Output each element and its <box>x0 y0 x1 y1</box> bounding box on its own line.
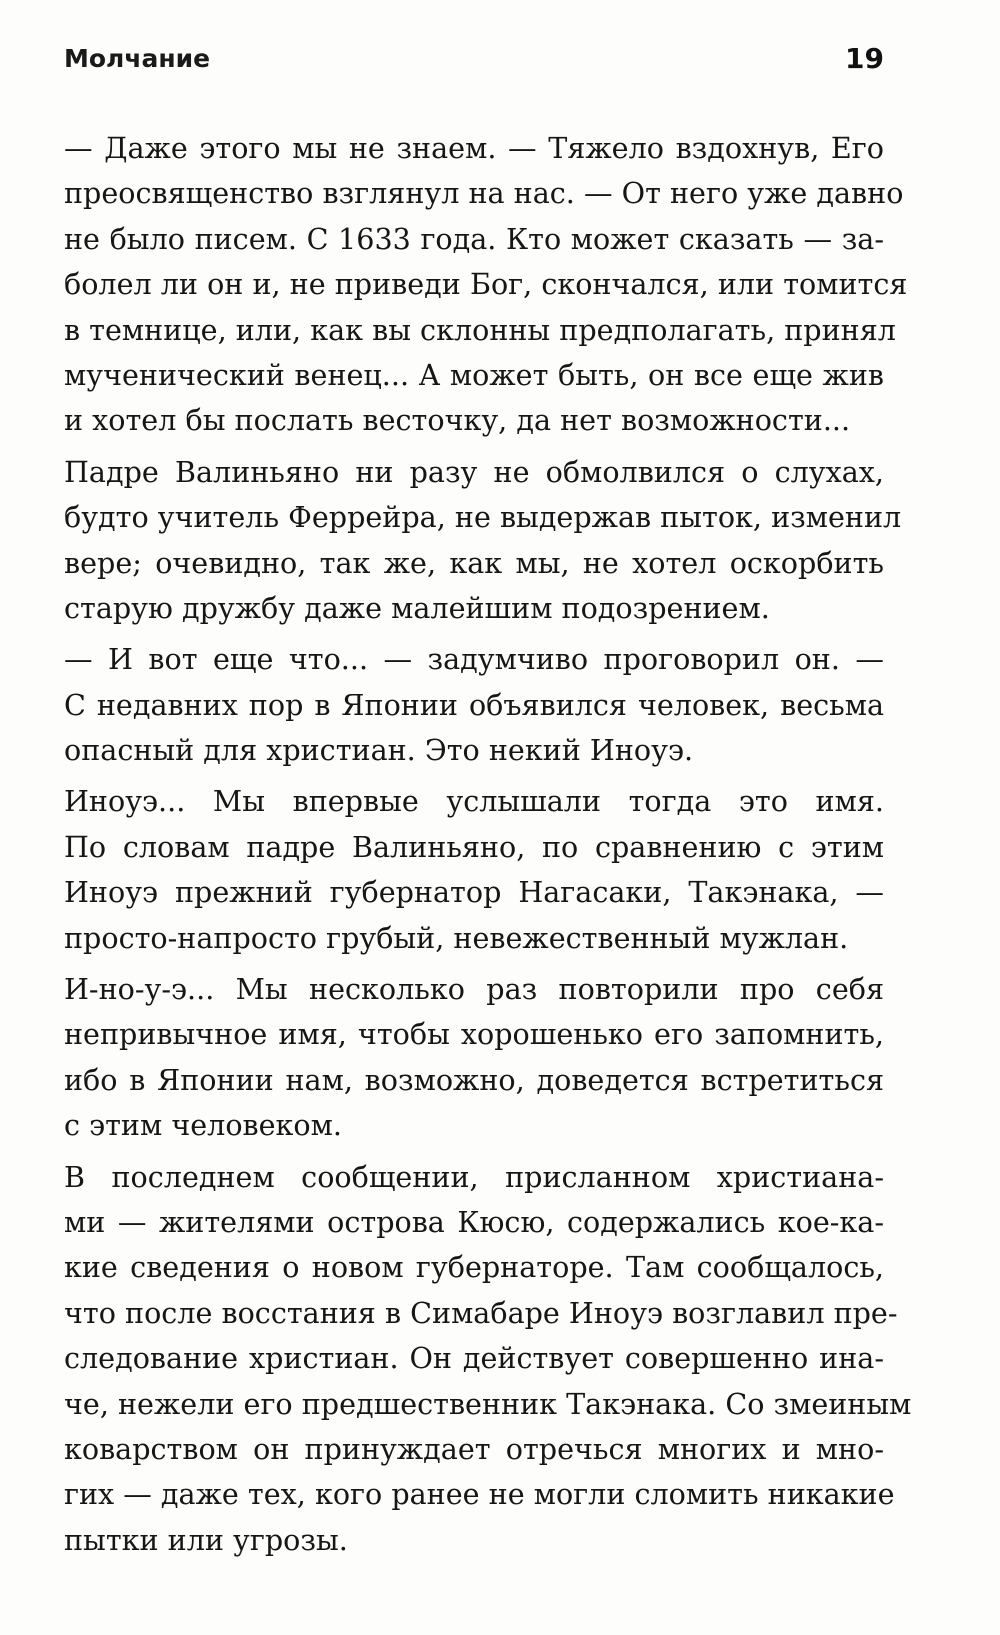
text-line: — И вот еще что... — задумчиво проговорил он. — <box>64 642 884 677</box>
text-line: вере; очевидно, так же, как мы, не хотел оскорбить <box>64 545 884 580</box>
text-line: что после восстания в Симабаре Иноуэ возглавил пре- <box>64 1295 898 1330</box>
paragraph <box>64 1155 912 1564</box>
text-line: кие сведения о новом губернаторе. Там сообщалось, <box>64 1250 884 1285</box>
text-line: С недавних пор в Японии объявился человек, весьма <box>64 687 884 722</box>
text-line: пытки или угрозы. <box>64 1522 348 1557</box>
paragraph <box>64 450 902 632</box>
book-title: Молчание <box>64 44 211 73</box>
paragraph <box>64 779 884 961</box>
text-line: будто учитель Феррейра, не выдержав пыток, изменил <box>64 500 902 535</box>
text-line: с этим человеком. <box>64 1108 342 1143</box>
paragraph <box>64 967 884 1149</box>
text-line: просто-напросто грубый, невежественный мужлан. <box>64 920 849 955</box>
text-line: старую дружбу даже малейшим подозрением. <box>64 590 770 625</box>
text-line: болел ли он и, не приведи Бог, скончался, или томится <box>64 267 908 302</box>
text-line: преосвященство взглянул на нас. — От него уже давно <box>64 176 904 211</box>
text-line: Иноуэ прежний губернатор Нагасаки, Такэнака, — <box>64 875 884 910</box>
running-header <box>64 44 884 84</box>
text-line: и хотел бы послать весточку, да нет возможности... <box>64 403 851 438</box>
text-line: Иноуэ... Мы впервые услышали тогда это имя. <box>64 784 884 819</box>
text-line: мученический венец... А может быть, он все еще жив <box>64 357 884 392</box>
page-number: 19 <box>845 42 884 75</box>
text-line: следование христиан. Он действует совершенно ина- <box>64 1341 884 1376</box>
text-line: Падре Валиньяно ни разу не обмолвился о слухах, <box>64 454 884 489</box>
text-line: ибо в Японии нам, возможно, доведется встретиться <box>64 1062 884 1097</box>
text-line: гих — даже тех, кого ранее не могли сломить никакие <box>64 1477 895 1512</box>
text-line: — Даже этого мы не знаем. — Тяжело вздохнув, Его <box>64 131 884 165</box>
text-line: коварством он принуждает отречься многих и мно- <box>64 1431 884 1466</box>
text-line: непривычное имя, чтобы хорошенько его запомнить, <box>64 1017 884 1052</box>
text-line: ми — жителями острова Кюсю, содержались кое-ка- <box>64 1204 884 1239</box>
text-line: В последнем сообщении, присланном христиана- <box>64 1159 884 1194</box>
text-line: И-но-у-э... Мы несколько раз повторили про себя <box>64 972 884 1007</box>
paragraph <box>64 637 884 773</box>
text-line: че, нежели его предшественник Такэнака. Со змеиным <box>64 1386 912 1421</box>
paragraph <box>64 126 908 444</box>
text-line: опасный для христиан. Это некий Иноуэ. <box>64 733 694 768</box>
text-line: в темнице, или, как вы склонны предполагать, принял <box>64 312 896 347</box>
body-text <box>64 126 912 1569</box>
text-line: По словам падре Валиньяно, по сравнению с этим <box>64 829 884 864</box>
text-line: не было писем. С 1633 года. Кто может сказать — за- <box>64 221 884 256</box>
